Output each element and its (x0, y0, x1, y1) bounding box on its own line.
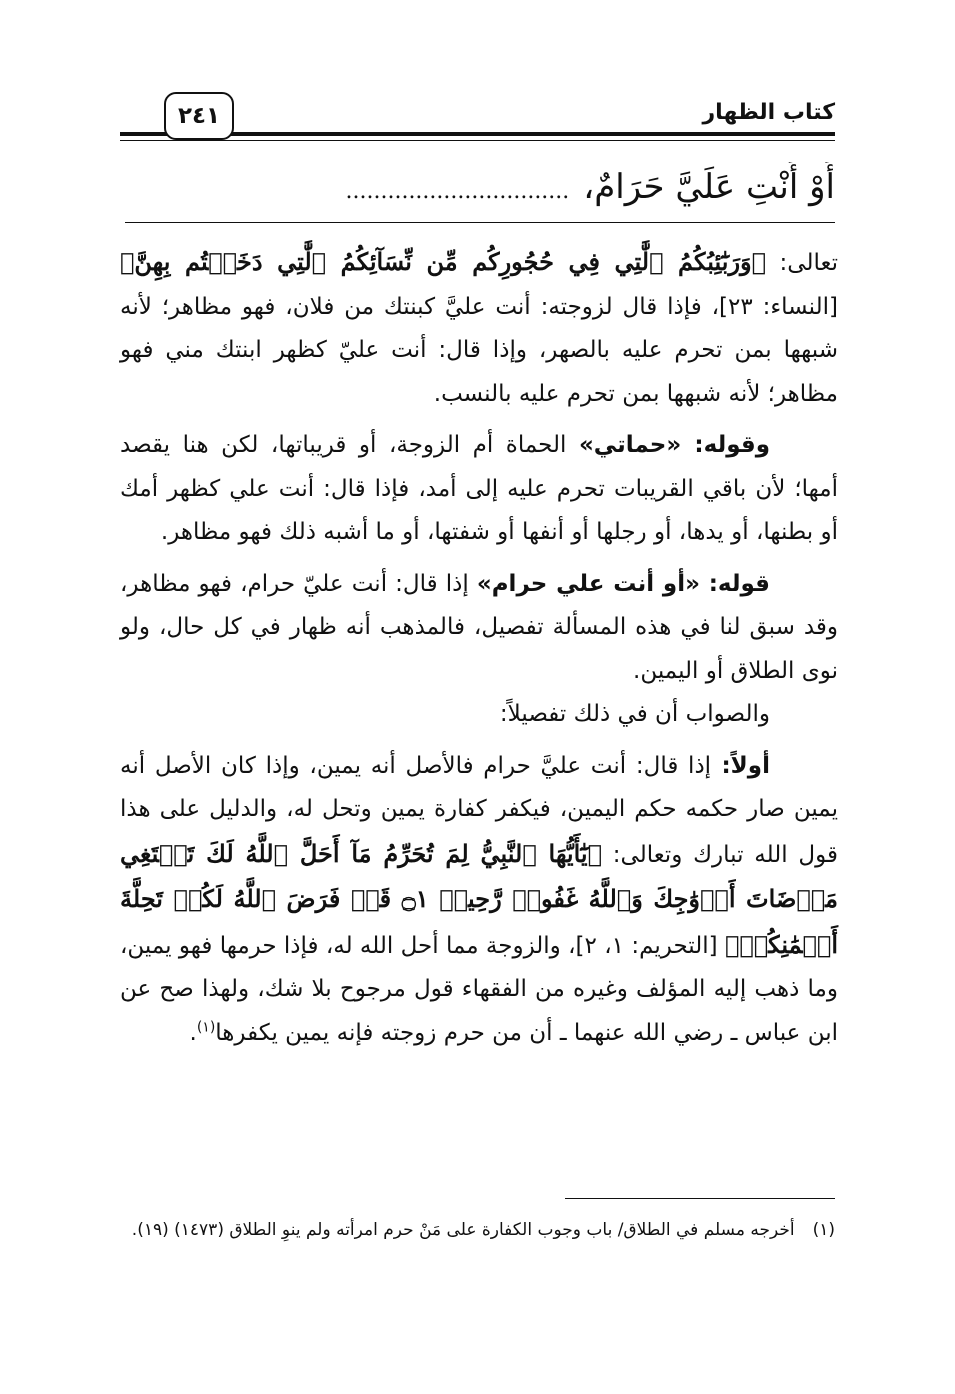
commentary-body (120, 240, 838, 1055)
footnote-text: أخرجه مسلم في الطلاق/ باب وجوب الكفارة على مَنْ حرم امرأته ولم ينوِ الطلاق (١٤٧٣) (١٩). (131, 1220, 795, 1240)
paragraph-2-text: الحماة أم الزوجة، أو قريباتها، لكن هنا يقصد أمها؛ لأن باقي القريبات تحرم عليه إلى أمد، فإذا قال: أنت علي كظهر أمك أو بطنها، أو يدها، أو رجلها أو أنفها أو شفتها، أو ما أشبه ذلك فهو مظاهر. (120, 432, 838, 545)
page-number: ٢٤١ (164, 92, 234, 140)
matn-dots: ................................ (345, 179, 570, 204)
paragraph-3-label: قوله: (699, 570, 770, 597)
running-header (120, 88, 835, 152)
paragraph-4-text: والصواب أن في ذلك تفصيلاً: (499, 701, 770, 727)
footnote-reference[interactable]: (١) (196, 1018, 216, 1035)
paragraph-5 (120, 745, 838, 1056)
paragraph-3-quote: «أو أنت علي حرام» (476, 570, 700, 597)
quran-verse-nisa: ﴿وَرَبَٰٓئِبُكُمُ ٱلَّٰتِي فِي حُجُورِكُم مِّن نِّسَآئِكُمُ ٱلَّٰتِي دَخَلۡتُم بِهِنَّ﴾ (120, 247, 767, 276)
paragraph-1 (120, 240, 838, 416)
footnotes (125, 1212, 835, 1248)
matn-rule (125, 222, 835, 223)
footnote-1 (125, 1212, 835, 1248)
quran-verse-tahrim: ﴿يَٰٓأَيُّهَا ٱلنَّبِيُّ لِمَ تُحَرِّمُ مَآ أَحَلَّ ٱللَّهُ لَكَ تَبۡتَغِي مَرۡضَاتَ أَزۡوَٰجِكَ وَٱللَّهُ غَفُورٞ رَّحِيمٞ ۝١ قَدۡ فَرَضَ ٱللَّهُ لَكُمۡ تَحِلَّةَ أَيۡمَٰنِكُمۡ﴾ (120, 838, 839, 959)
paragraph-5-label: أولاً: (711, 752, 770, 779)
footnote-number: (١) (812, 1220, 835, 1240)
book-title: كتاب الظهار (702, 100, 835, 125)
paragraph-3-text: إذا قال: أنت عليّ حرام، فهو مظاهر، وقد سبق لنا في هذه المسألة تفصيل، فالمذهب أنه ظهار في كل حال، ولو نوى الطلاق أو اليمين. (120, 570, 838, 684)
paragraph-2-label: وقوله: (681, 432, 770, 458)
header-rule-thin (120, 140, 835, 141)
paragraph-5-text-b: [التحريم: ١، ٢]، والزوجة مما أحل الله له، فإذا حرمها فهو يمين، وما ذهب إليه المؤلف وغيره من الفقهاء قول مرجوح بلا شك، ولهذا صح عن ابن عباس ـ رضي الله عنهما ـ أن من حرم زوجته فإنه يمين يكفرها (120, 932, 838, 1046)
footnote-rule (565, 1198, 835, 1199)
matn-text: أَوْ أَنْتِ عَلَيَّ حَرَامٌ، (583, 167, 835, 207)
paragraph-2 (120, 424, 838, 555)
matn-line (125, 162, 835, 212)
paragraph-5-text-a: إذا قال: أنت عليَّ حرام فالأصل أنه يمين، وإذا كان الأصل أنه يمين صار حكمه حكم اليمين، فيكفر كفارة يمين وتحل له، والدليل على هذا قول الله تبارك وتعالى: (120, 752, 838, 868)
paragraph-1-text: [النساء: ٢٣]، فإذا قال لزوجته: أنت عليَّ كبنتك من فلان، فهو مظاهر؛ لأنه شبهها بمن تحرم عليه بالصهر، وإذا قال: أنت عليّ كظهر ابنتك مني فهو مظاهر؛ لأنه شبهها بمن تحرم عليه بالنسب. (120, 293, 838, 407)
paragraph-1-lead: تعالى: (766, 250, 838, 276)
paragraph-4 (120, 693, 838, 737)
paragraph-5-end: . (189, 1019, 197, 1046)
paragraph-3 (120, 563, 838, 694)
paragraph-2-quote: «حماتي» (578, 432, 682, 458)
